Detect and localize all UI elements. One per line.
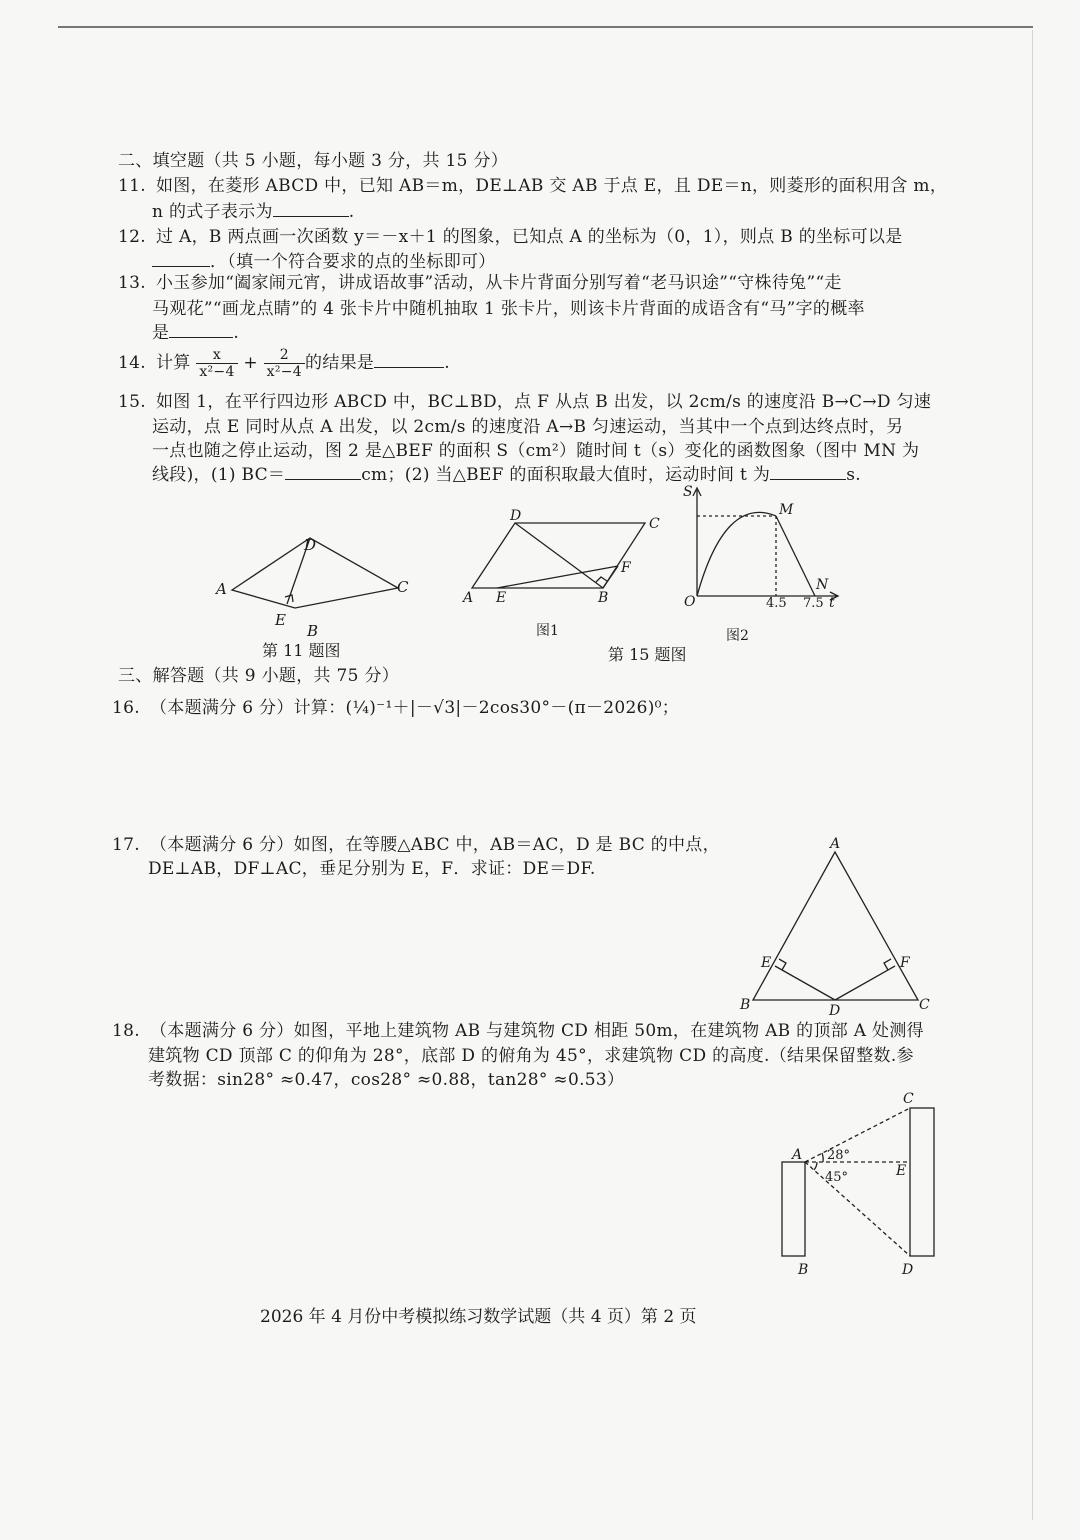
question-17-line2: DE⊥AB，DF⊥AC，垂足分别为 E，F．求证：DE＝DF. — [148, 859, 596, 879]
label-t: t — [829, 595, 835, 611]
label-b: B — [798, 1262, 809, 1278]
figure-15-1 — [472, 523, 645, 588]
figure-17 — [735, 835, 935, 1015]
answer-blank[interactable] — [152, 250, 210, 267]
label-f: F — [900, 955, 910, 971]
answer-blank[interactable] — [374, 351, 444, 368]
question-text: 如图，在菱形 ABCD 中，已知 AB＝m，DE⊥AB 交 AB 于点 E，且 DE＝n，则菱形的面积用含 m， — [156, 176, 948, 196]
label-b: B — [598, 590, 609, 606]
question-text: 的结果是 — [305, 353, 375, 373]
label-e: E — [275, 611, 286, 629]
question-text: . — [348, 202, 355, 222]
question-13 — [118, 272, 842, 294]
question-18-line3: 考数据：sin28° ≈0.47，cos28° ≈0.88，tan28° ≈0.53） — [148, 1070, 625, 1090]
question-text: （本题满分 6 分）如图，在等腰△ABC 中，AB＝AC，D 是 BC 的中点， — [150, 835, 720, 855]
figure-15-caption: 第 15 题图 — [608, 645, 687, 664]
building-cd — [910, 1108, 934, 1256]
angle-28-label: 28° — [827, 1148, 851, 1163]
building-ab — [782, 1162, 805, 1256]
label-e: E — [896, 1163, 907, 1179]
question-12-line2 — [152, 250, 496, 273]
angle-arc-45 — [814, 1162, 817, 1170]
label-d: D — [304, 536, 317, 554]
question-18-line2: 建筑物 CD 顶部 C 的仰角为 28°，底部 D 的俯角为 45°，求建筑物 CD 的高度.（结果保留整数.参 — [148, 1046, 914, 1066]
sight-line-ad — [805, 1162, 910, 1256]
question-number: 18. — [112, 1021, 140, 1041]
label-o: O — [684, 594, 696, 610]
question-11-line2 — [152, 200, 354, 223]
segment-mn — [776, 516, 815, 596]
denominator: x²−4 — [199, 364, 235, 380]
question-17 — [112, 834, 720, 856]
label-c: C — [903, 1091, 914, 1107]
question-number: 16. — [112, 698, 140, 718]
figure-11-caption: 第 11 题图 — [262, 641, 341, 660]
right-edge — [1032, 30, 1033, 1520]
question-15-line2: 运动，点 E 同时从点 A 出发，以 2cm/s 的速度沿 A→B 匀速运动，当其中一个点到达终点时，另 — [152, 417, 904, 437]
label-d: D — [829, 1003, 841, 1015]
question-text: （本题满分 6 分）如图，平地上建筑物 AB 与建筑物 CD 相距 50m，在建筑物 AB 的顶部 A 处测得 — [150, 1021, 924, 1041]
question-number: 15. — [118, 392, 146, 412]
question-12 — [118, 226, 903, 248]
question-text: . — [444, 353, 450, 373]
label-e: E — [496, 590, 507, 606]
question-text: 是 — [152, 323, 170, 343]
section-2-title: 二、填空题（共 5 小题，每小题 3 分，共 15 分） — [118, 151, 509, 171]
label-c: C — [919, 997, 930, 1013]
right-angle-mark — [596, 577, 607, 582]
label-d: D — [510, 508, 522, 524]
question-text: 如图 1，在平行四边形 ABCD 中，BC⊥BD，点 F 从点 B 出发，以 2cm/s 的速度沿 B→C→D 匀速 — [156, 392, 932, 412]
page-footer: 2026 年 4 月份中考模拟练习数学试题（共 4 页）第 2 页 — [260, 1307, 697, 1327]
question-13-line2: 马观花”“画龙点睛”的 4 张卡片中随机抽取 1 张卡片，则该卡片背面的成语含有“马”字的概率 — [152, 299, 865, 319]
curve-om — [697, 512, 776, 596]
question-number: 14. — [118, 353, 146, 373]
label-e: E — [761, 955, 772, 971]
numerator: 2 — [264, 347, 305, 364]
diagonal-bd — [515, 523, 603, 588]
question-number: 17. — [112, 835, 140, 855]
question-text: s. — [846, 465, 861, 485]
question-number: 11. — [118, 176, 146, 196]
figure-18 — [770, 1088, 950, 1288]
segment-de — [775, 966, 835, 1000]
fraction-2 — [264, 347, 305, 380]
label-d: D — [902, 1262, 914, 1278]
label-n: N — [816, 577, 829, 593]
question-text: 过 A，B 两点画一次函数 y＝－x＋1 的图象，已知点 A 的坐标为（0，1），则点 B 的坐标可以是 — [156, 227, 903, 247]
question-14 — [118, 346, 450, 380]
question-15-line3: 一点也随之停止运动，图 2 是△BEF 的面积 S（cm²）随时间 t（s）变化的函数图象（图中 MN 为 — [152, 441, 920, 461]
segment-ef — [497, 566, 618, 588]
question-text: . — [233, 323, 240, 343]
question-text: 线段)，(1) BC＝ — [152, 465, 286, 485]
denominator: x²−4 — [266, 364, 303, 380]
question-text: 计算 — [156, 353, 191, 373]
question-text: （本题满分 6 分）计算：(¼)⁻¹＋|－√3|－2cos30°－(π－2026)⁰； — [150, 698, 680, 718]
segment-df — [835, 966, 895, 1000]
question-number: 12. — [118, 227, 146, 247]
label-a: A — [830, 836, 841, 852]
label-b: B — [740, 997, 751, 1013]
segment-bf — [603, 566, 618, 588]
tick-7-5: 7.5 — [803, 596, 824, 611]
question-18 — [112, 1020, 924, 1042]
angle-45-label: 45° — [825, 1170, 849, 1185]
label-f: F — [621, 560, 631, 576]
figures-row — [0, 480, 1080, 670]
question-text: 小玉参加“阖家闹元宵，讲成语故事”活动，从卡片背面分别写着“老马识途”“守株待兔”“走 — [156, 273, 842, 293]
question-16 — [112, 697, 679, 719]
sight-line-ac — [805, 1108, 910, 1162]
triangle-abc — [753, 852, 918, 1000]
label-c: C — [397, 578, 409, 596]
figure-15-2-caption: 图2 — [726, 628, 749, 644]
plus-sign: + — [243, 353, 258, 373]
label-s: S — [683, 484, 693, 500]
question-text: n 的式子表示为 — [152, 202, 273, 222]
label-b: B — [307, 622, 319, 640]
top-rule — [58, 26, 1033, 28]
label-c: C — [649, 516, 660, 532]
question-15 — [118, 391, 931, 413]
question-13-line3 — [152, 321, 239, 344]
answer-blank[interactable] — [169, 321, 233, 338]
numerator: x — [196, 347, 237, 364]
section-3-title: 三、解答题（共 9 小题，共 75 分） — [118, 666, 400, 686]
question-text: cm；(2) 当△BEF 的面积取最大值时，运动时间 t 为 — [361, 465, 771, 485]
angle-arc-28 — [822, 1153, 823, 1162]
question-text: ．（填一个符合要求的点的坐标即可） — [210, 252, 496, 272]
label-a: A — [463, 590, 474, 606]
answer-blank[interactable] — [770, 463, 846, 480]
question-11 — [118, 175, 947, 197]
fraction-1 — [196, 347, 237, 380]
tick-4-5: 4.5 — [766, 596, 787, 611]
label-a: A — [216, 580, 227, 598]
question-number: 13. — [118, 273, 146, 293]
label-a: A — [792, 1147, 803, 1163]
figure-15-1-caption: 图1 — [536, 623, 559, 639]
answer-blank[interactable] — [273, 200, 349, 217]
answer-blank[interactable] — [285, 463, 361, 480]
label-m: M — [779, 502, 794, 518]
